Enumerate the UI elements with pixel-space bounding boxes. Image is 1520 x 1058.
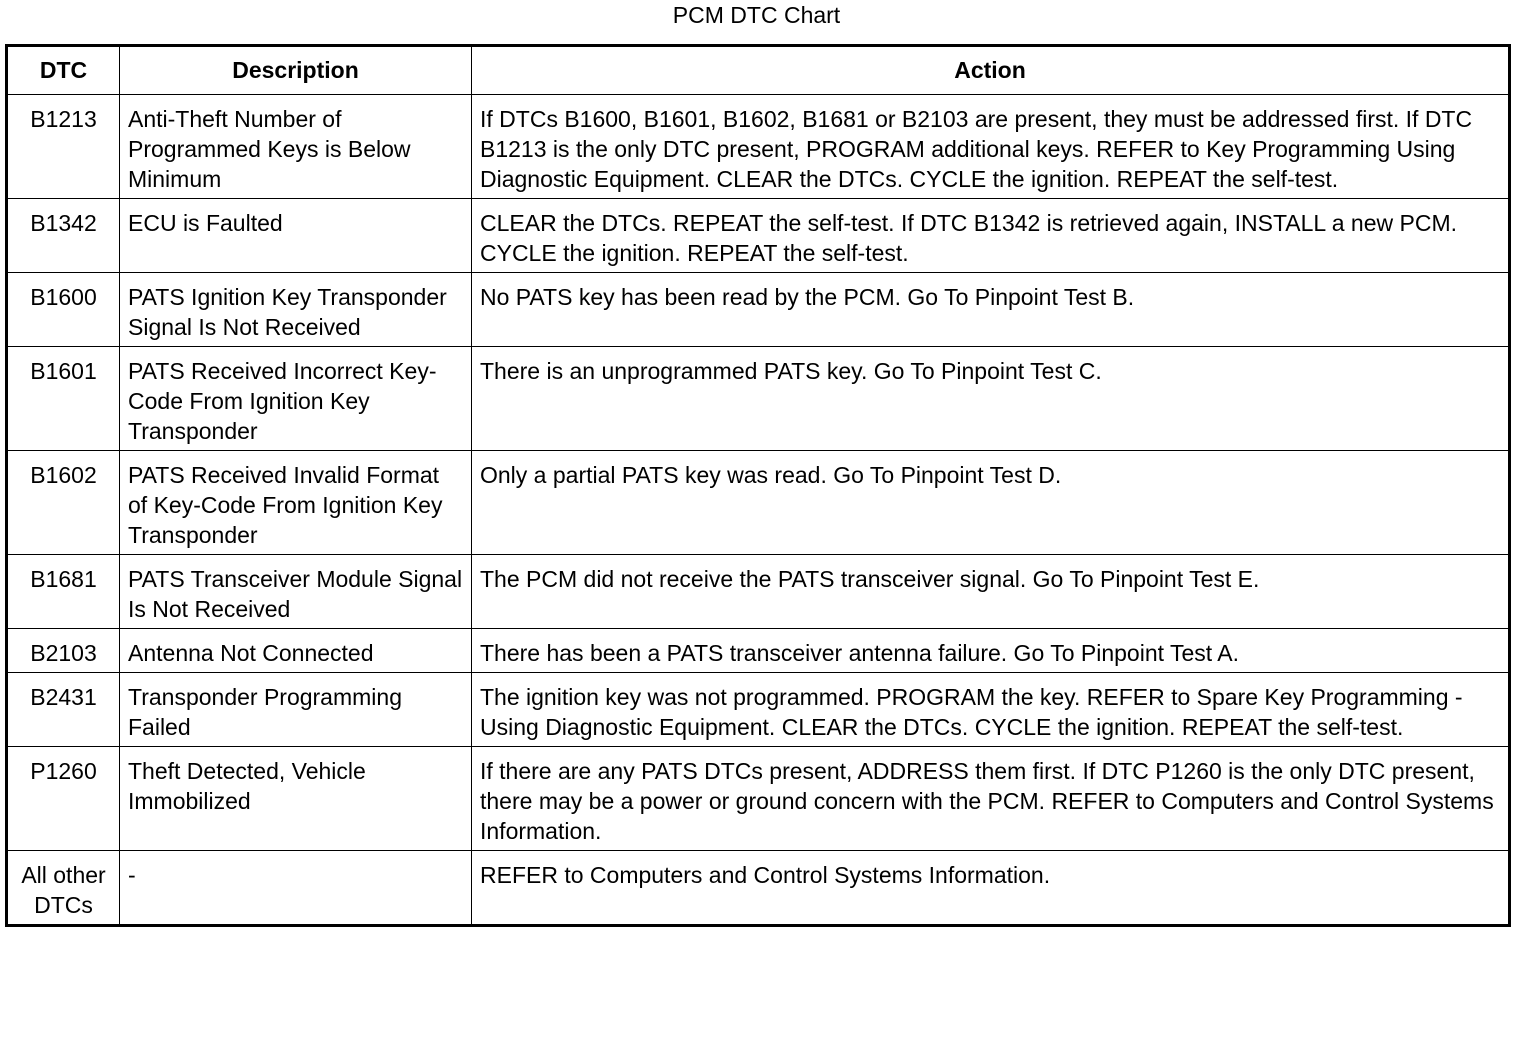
dtc-code-cell: B1600: [7, 273, 120, 347]
dtc-code-cell: B1681: [7, 555, 120, 629]
dtc-code-cell: B2431: [7, 673, 120, 747]
description-cell: Antenna Not Connected: [120, 629, 472, 673]
table-row: [7, 347, 1510, 451]
action-cell: No PATS key has been read by the PCM. Go To Pinpoint Test B.: [472, 273, 1510, 347]
dtc-code-cell: All other DTCs: [7, 851, 120, 926]
action-cell: The PCM did not receive the PATS transceiver signal. Go To Pinpoint Test E.: [472, 555, 1510, 629]
description-cell: Theft Detected, Vehicle Immobilized: [120, 747, 472, 851]
description-cell: PATS Transceiver Module Signal Is Not Received: [120, 555, 472, 629]
action-cell: If there are any PATS DTCs present, ADDRESS them first. If DTC P1260 is the only DTC present, there may be a power or ground concern with the PCM. REFER to Computers and Control Systems Information.: [472, 747, 1510, 851]
dtc-code-cell: P1260: [7, 747, 120, 851]
table-row: [7, 451, 1510, 555]
description-cell: PATS Received Invalid Format of Key-Code From Ignition Key Transponder: [120, 451, 472, 555]
table-row: [7, 673, 1510, 747]
action-cell: Only a partial PATS key was read. Go To Pinpoint Test D.: [472, 451, 1510, 555]
description-cell: Anti-Theft Number of Programmed Keys is Below Minimum: [120, 95, 472, 199]
dtc-code-cell: B2103: [7, 629, 120, 673]
table-row: [7, 747, 1510, 851]
description-cell: PATS Received Incorrect Key-Code From Ignition Key Transponder: [120, 347, 472, 451]
table-row: [7, 273, 1510, 347]
action-cell: There is an unprogrammed PATS key. Go To Pinpoint Test C.: [472, 347, 1510, 451]
dtc-code-cell: B1602: [7, 451, 120, 555]
table-row: [7, 851, 1510, 926]
column-header-dtc: DTC: [7, 46, 120, 95]
dtc-code-cell: B1601: [7, 347, 120, 451]
dtc-code-cell: B1342: [7, 199, 120, 273]
column-header-action: Action: [472, 46, 1510, 95]
action-cell: There has been a PATS transceiver antenna failure. Go To Pinpoint Test A.: [472, 629, 1510, 673]
dtc-table: [5, 44, 1511, 927]
action-cell: CLEAR the DTCs. REPEAT the self-test. If DTC B1342 is retrieved again, INSTALL a new PCM. CYCLE the ignition. REPEAT the self-test.: [472, 199, 1510, 273]
page-title: PCM DTC Chart: [672, 2, 841, 28]
description-cell: PATS Ignition Key Transponder Signal Is Not Received: [120, 273, 472, 347]
table-row: [7, 629, 1510, 673]
dtc-code-cell: B1213: [7, 95, 120, 199]
action-cell: REFER to Computers and Control Systems Information.: [472, 851, 1510, 926]
action-cell: The ignition key was not programmed. PROGRAM the key. REFER to Spare Key Programming - Using Diagnostic Equipment. CLEAR the DTCs. CYCLE the ignition. REPEAT the self-test.: [472, 673, 1510, 747]
table-row: [7, 199, 1510, 273]
column-header-description: Description: [120, 46, 472, 95]
description-cell: Transponder Programming Failed: [120, 673, 472, 747]
description-cell: ECU is Faulted: [120, 199, 472, 273]
table-header-row: [7, 46, 1510, 95]
action-cell: If DTCs B1600, B1601, B1602, B1681 or B2103 are present, they must be addressed first. If DTC B1213 is the only DTC present, PROGRAM additional keys. REFER to Key Programming Using Diagnostic Equipment. CLEAR the DTCs. CYCLE the ignition. REPEAT the self-test.: [472, 95, 1510, 199]
table-row: [7, 555, 1510, 629]
description-cell: -: [120, 851, 472, 926]
table-row: [7, 95, 1510, 199]
